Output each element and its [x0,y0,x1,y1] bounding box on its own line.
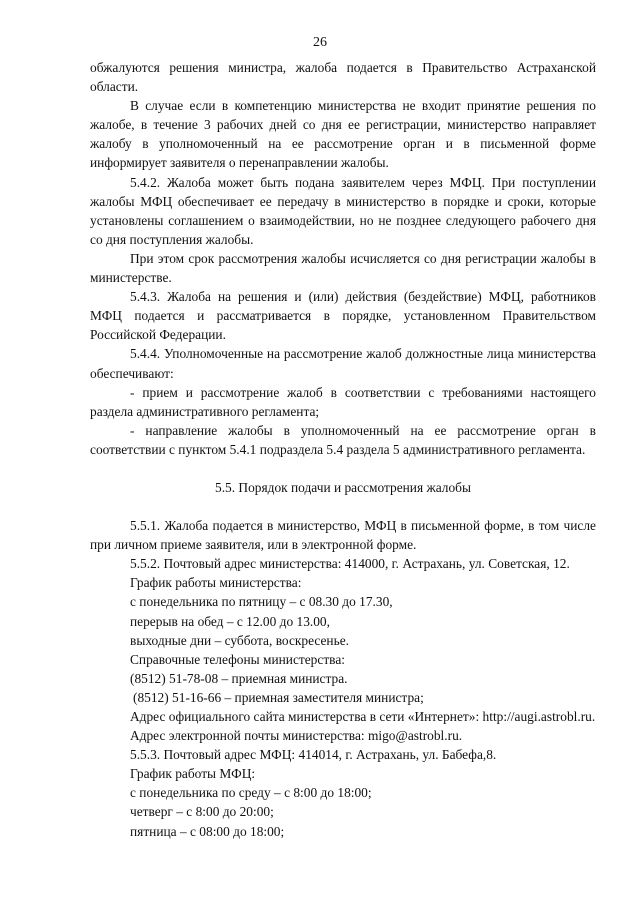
paragraph-5-5-3: 5.5.3. Почтовый адрес МФЦ: 414014, г. Астрахань, ул. Бабефа,8. [130,747,497,763]
list-item-reception: - прием и рассмотрение жалоб в соответствии с требованиями настоящего раздела административного регламента; [90,384,596,419]
paragraph-redirect-complaint: В случае если в компетенцию министерства не входит принятие решения по жалобе, в течение 3 рабочих дней со дня ее регистрации, министерство направляет жалобу в уполномоченный на ее рассмотрение орган и в письменной форме информирует заявителя о перенаправлении жалобы. [90,98,596,171]
ministry-phone-deputy: (8512) 51-16-66 – приемная заместителя министра; [133,689,424,705]
page-number: 26 [313,35,327,50]
paragraph-5-4-2: 5.4.2. Жалоба может быть подана заявителем через МФЦ. При поступлении жалобы МФЦ обеспечивает ее передачу в министерство в порядке и сроки, которые установлены соглашением о взаимодействии, но не позднее следующего рабочего дня со дня поступления жалобы. [90,174,596,247]
ministry-schedule-weekends: выходные дни – суббота, воскресенье. [130,632,349,648]
section-heading-5-5: 5.5. Порядок подачи и рассмотрения жалобы [215,479,471,495]
mfc-schedule-friday: пятница – с 08:00 до 18:00; [130,823,285,839]
ministry-phones-title: Справочные телефоны министерства: [130,651,345,667]
ministry-schedule-lunch: перерыв на обед – с 12.00 до 13.00, [130,613,330,629]
paragraph-5-5-1: 5.5.1. Жалоба подается в министерство, МФЦ в письменной форме, в том числе при личном приеме заявителя, или в электронной форме. [90,518,596,553]
ministry-schedule-weekdays: с понедельника по пятницу – с 08.30 до 17.30, [130,594,393,610]
mfc-schedule-thursday: четверг – с 8:00 до 20:00; [130,804,274,820]
ministry-schedule-title: График работы министерства: [130,575,302,591]
ministry-website: Адрес официального сайта министерства в сети «Интернет»: http://augi.astrobl.ru. [130,709,596,724]
mfc-schedule-mon-wed: с понедельника по среду – с 8:00 до 18:00; [130,785,372,801]
paragraph-5-4-3: 5.4.3. Жалоба на решения и (или) действия (бездействие) МФЦ, работников МФЦ подается и рассматривается в порядке, установленном Правительством Российской Федерации. [90,289,596,343]
paragraph-appeal-government: обжалуются решения министра, жалоба подается в Правительство Астраханской области. [90,60,596,95]
ministry-email: Адрес электронной почты министерства: migo@astrobl.ru. [130,728,463,744]
paragraph-5-5-2: 5.5.2. Почтовый адрес министерства: 414000, г. Астрахань, ул. Советская, 12. [130,556,570,572]
mfc-schedule-title: График работы МФЦ: [130,766,256,782]
paragraph-term-calculation: При этом срок рассмотрения жалобы исчисляется со дня регистрации жалобы в министерстве. [90,250,596,286]
paragraph-5-4-4: 5.4.4. Уполномоченные на рассмотрение жалоб должностные лица министерства обеспечивают: [90,346,596,381]
list-item-forwarding: - направление жалобы в уполномоченный на ее рассмотрение орган в соответствии с пунктом 5.4.1 подраздела 5.4 раздела 5 административного регламента. [90,422,596,457]
ministry-phone-minister: (8512) 51-78-08 – приемная министра. [130,670,348,686]
document-body [90,58,596,841]
